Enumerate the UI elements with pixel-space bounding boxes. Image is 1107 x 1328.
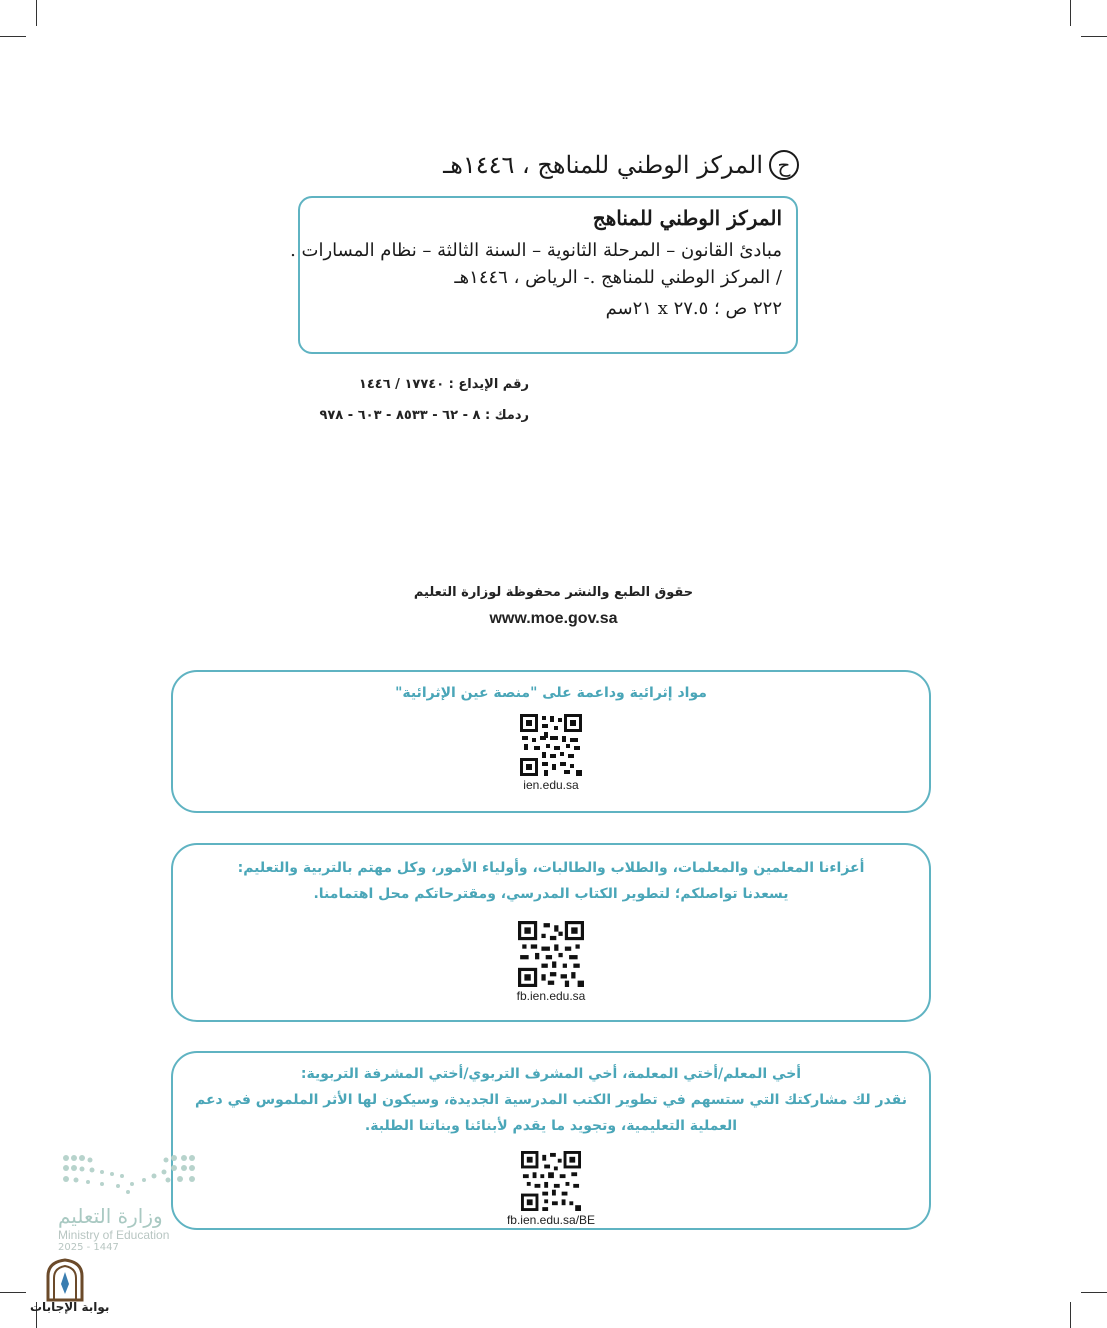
qr-url[interactable]: fb.ien.edu.sa <box>516 989 586 1003</box>
catalog-line-2: / المركز الوطني للمناهج .- الرياض ، ١٤٤٦هـ <box>454 267 782 288</box>
copyright-line <box>443 150 799 180</box>
ministry-year: 2025 - 1447 <box>58 1242 119 1253</box>
crop-mark <box>0 1292 26 1293</box>
deposit-number: رقم الإيداع : ١٧٧٤٠ / ١٤٤٦ <box>358 377 529 392</box>
box-text: أخي المعلم/أختي المعلمة، أخي المشرف التربوي/أختي المشرفة التربوية: <box>300 1066 802 1082</box>
crop-mark <box>1081 36 1107 37</box>
crop-mark <box>1070 1302 1071 1328</box>
box-text: العملية التعليمية، وتجويد ما يقدم لأبنائنا وبناتنا الطلبة. <box>364 1118 738 1134</box>
qr-url[interactable]: ien.edu.sa <box>523 778 579 792</box>
box-text: أعزاءنا المعلمين والمعلمات، والطلاب والطالبات، وأولياء الأمور، وكل مهتم بالتربية والتعليم: <box>237 860 865 876</box>
ministry-name-ar: وزارة التعليم <box>58 1204 163 1228</box>
crop-mark <box>36 0 37 26</box>
ministry-dots-icon <box>58 1152 198 1200</box>
website-link[interactable]: www.moe.gov.sa <box>489 610 618 627</box>
rights-notice: حقوق الطبع والنشر محفوظة لوزارة التعليم <box>413 585 694 600</box>
qr-code-icon[interactable] <box>521 1151 581 1211</box>
crop-mark <box>1081 1292 1107 1293</box>
crop-mark <box>1070 0 1071 26</box>
box-text: يسعدنا تواصلكم؛ لتطوير الكتاب المدرسي، ومقترحاتكم محل اهتمامنا. <box>313 886 789 902</box>
feedback-box <box>171 843 931 1022</box>
qr-url[interactable]: fb.ien.edu.sa/BE <box>506 1213 596 1227</box>
enrichment-box <box>171 670 931 813</box>
catalog-line-3: ٢٢٢ ص ؛ ٢٧.٥ x ٢١سم <box>605 298 782 319</box>
qr-code-icon[interactable] <box>518 921 584 987</box>
portal-label: بوابة الإجابات <box>30 1300 110 1314</box>
copyright-symbol: ح <box>769 150 799 180</box>
crop-mark <box>0 36 26 37</box>
box-text: نقدر لك مشاركتك التي ستسهم في تطوير الكتب المدرسية الجديدة، وسيكون لها الأثر الملموس في دعم <box>194 1092 907 1108</box>
isbn-number: ردمك : ٨ - ٦٢ - ٨٥٣٣ - ٦٠٣ - ٩٧٨ <box>319 408 529 423</box>
catalog-title: المركز الوطني للمناهج <box>592 206 782 230</box>
ministry-name-en: Ministry of Education <box>58 1228 170 1242</box>
catalog-line-1: مبادئ القانون – المرحلة الثانوية – السنة الثالثة – نظام المسارات . <box>290 240 782 261</box>
teacher-participation-box <box>171 1051 931 1230</box>
ministry-logo <box>58 1152 208 1253</box>
portal-gate-icon <box>44 1258 86 1302</box>
catalog-card <box>290 196 798 354</box>
qr-code-icon[interactable] <box>520 714 582 776</box>
box-text: مواد إثرائية وداعمة على "منصة عين الإثرائية" <box>395 685 707 701</box>
copyright-text: المركز الوطني للمناهج ، ١٤٤٦هـ <box>443 151 763 179</box>
